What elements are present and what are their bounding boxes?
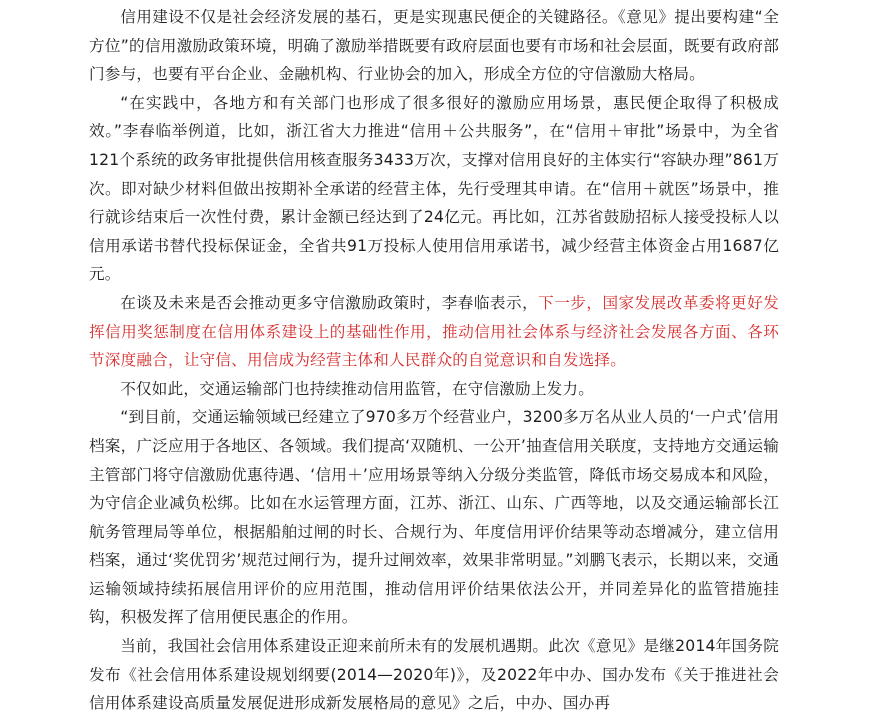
paragraph-practice-examples: “在实践中，各地方和有关部门也形成了很多很好的激励应用场景，惠民便企取得了积极成效。”李春临举例道，比如，浙江省大力推进“信用＋公共服务”，在“信用＋审批”场景中，为全省121个系统的政务审批提供信用核查服务3433万次，支撑对信用良好的主体实行“容缺办理”861万次。即对缺少材料但做出按期补全承诺的经营主体，先行受理其申请。在“信用＋就医”场景中，推行就诊结束后一次性付费，累计金额已经达到了24亿元。再比如，江苏省鼓励招标人接受投标人以信用承诺书替代投标保证金，全省共91万投标人使用信用承诺书，减少经营主体资金占用1687亿元。 xyxy=(89,93,779,284)
paragraph-opportunity: 当前，我国社会信用体系建设正迎来前所未有的发展机遇期。此次《意见》是继2014年国务院发布《社会信用体系建设规划纲要(2014—2020年)》，及2022年中办、国办发布《关于推进社会信用体系建设高质量发展促进形成新发展格局的意见》之后，中办、国办再 xyxy=(89,637,779,713)
article-body xyxy=(89,3,779,718)
paragraph-transport-intro: 不仅如此，交通运输部门也持续推动信用监管，在守信激励上发力。 xyxy=(120,379,595,398)
paragraph-future-policy xyxy=(89,289,779,375)
paragraph-future-policy-lead: 在谈及未来是否会推动更多守信激励政策时，李春临表示， xyxy=(120,293,539,312)
paragraph-intro: 信用建设不仅是社会经济发展的基石，更是实现惠民便企的关键路径。《意见》提出要构建“全方位”的信用激励政策环境，明确了激励举措既要有政府层面也要有市场和社会层面，既要有政府部门参与，也要有平台企业、金融机构、行业协会的加入，形成全方位的守信激励大格局。 xyxy=(89,8,779,84)
highlighted-quote: 下一步，国家发展改革委将更好发挥信用奖惩制度在信用体系建设上的基础性作用，推动信用社会体系与经济社会发展各方面、各环节深度融合，让守信、用信成为经营主体和人民群众的自觉意识和自发选择。 xyxy=(89,293,779,370)
paragraph-transport-quote: “到目前，交通运输领域已经建立了970多万个经营业户，3200多万名从业人员的‘一户式’信用档案，广泛应用于各地区、各领域。我们提高‘双随机、一公开’抽查信用关联度，支持地方交通运输主管部门将守信激励优惠待遇、‘信用＋’应用场景等纳入分级分类监管，降低市场交易成本和风险，为守信企业减负松绑。比如在水运管理方面，江苏、浙江、山东、广西等地，以及交通运输部长江航务管理局等单位，根据船舶过闸的时长、合规行为、年度信用评价结果等动态增减分，建立信用档案，通过‘奖优罚劣’规范过闸行为，提升过闸效率，效果非常明显。”刘鹏飞表示，长期以来，交通运输领域持续拓展信用评价的应用范围，推动信用评价结果依法公开，并同差异化的监管措施挂钩，积极发挥了信用便民惠企的作用。 xyxy=(89,408,779,627)
